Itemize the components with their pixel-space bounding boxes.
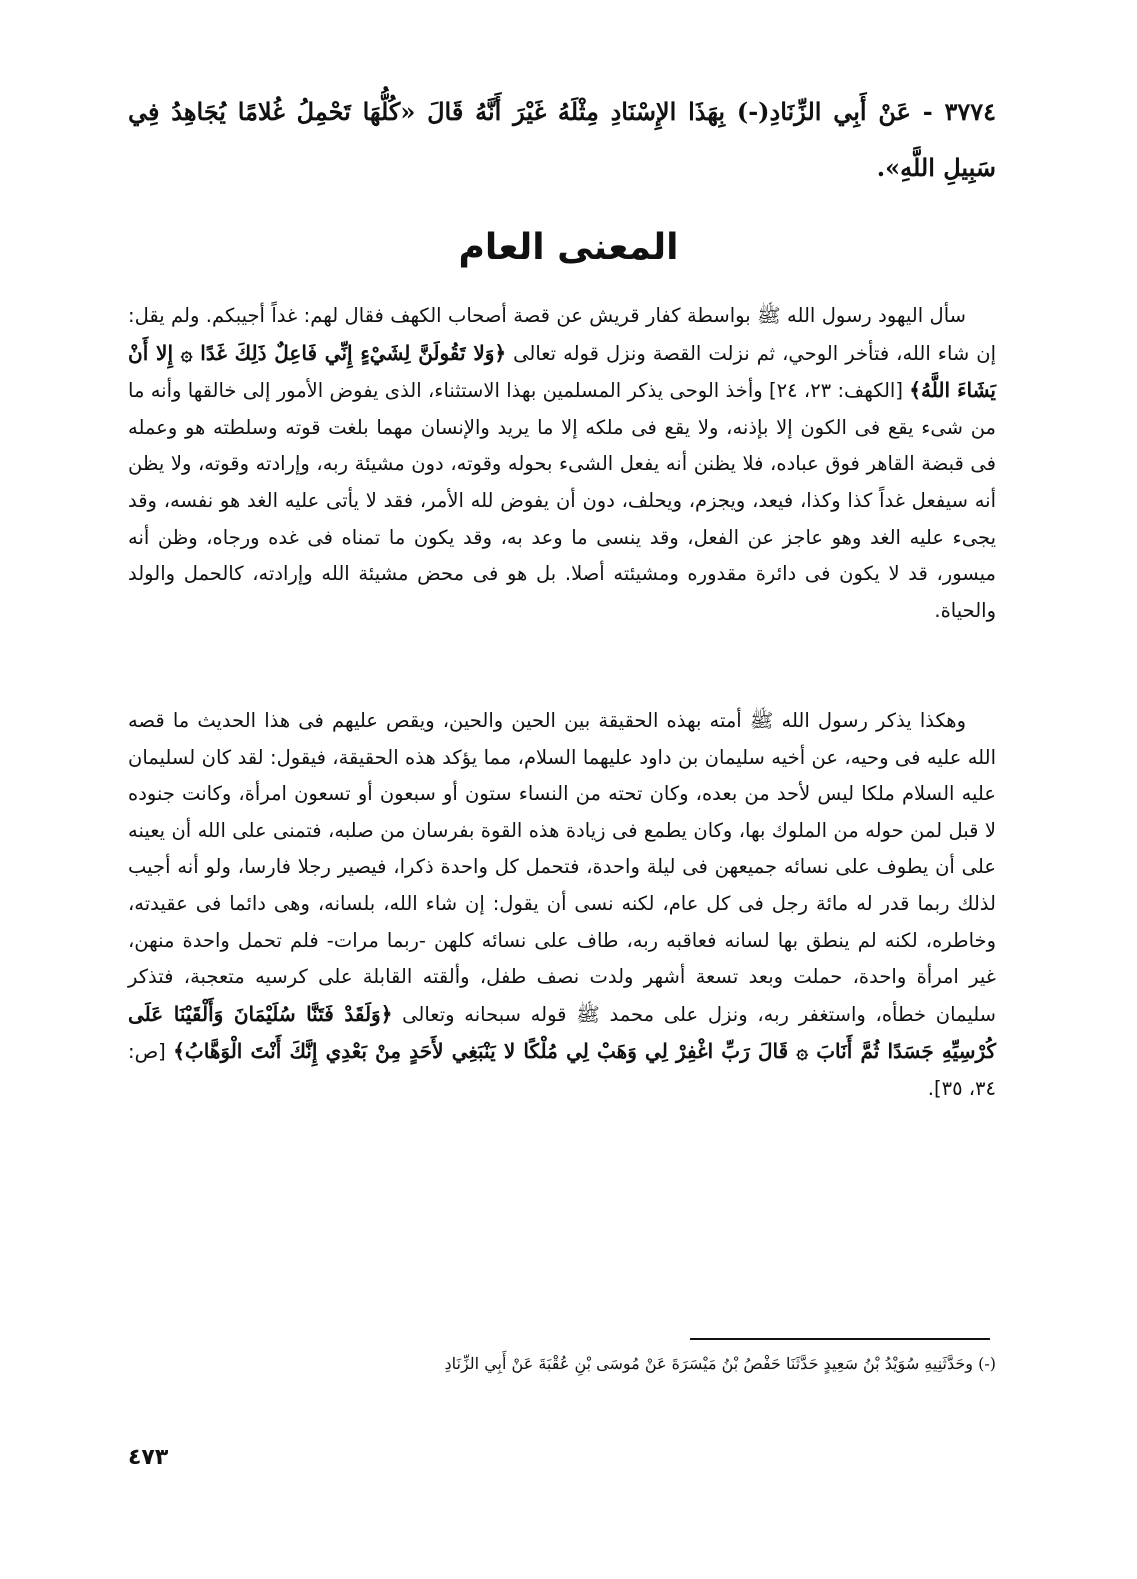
paragraph-1-text-b: [الكهف: ٢٣، ٢٤] وأخذ الوحى يذكر المسلمين بهذا الاستثناء، الذى يفوض الأمور إلى خالقها وأنه ما من شىء يقع فى الكون إلا بإذنه، ولا يقع فى ملكه إلا ما يريد والإنسان مهما بلغت قوته وسلطته هو وعمله فى قبضة القاهر فوق عباده، فلا يظنن أنه يفعل الشىء بحوله وقوته، دون مشيئة ربه، وإرادته وقوته، ولا يظن أنه سيفعل غداً كذا وكذا، فيعد، ويجزم، ويحلف، دون أن يفوض لله الأمر، فقد لا يأتى عليه الغد هو نفسه، وقد يجىء عليه الغد وهو عاجز عن الفعل، وقد ينسى ما وعد به، وقد يكون ما تمناه فى غده ورجاه، وظن أنه ميسور، قد لا يكون فى دائرة مقدوره ومشيئته أصلا. بل هو فى محض مشيئة الله وإرادته، كالحمل والولد والحياة. — [128, 379, 996, 622]
section-title: المعنى العام — [458, 227, 679, 268]
hadith-text — [128, 84, 996, 196]
paragraph-1 — [128, 298, 996, 629]
paragraph-1-text-a: سأل اليهود رسول الله ﷺ بواسطة كفار قريش عن قصة أصحاب الكهف فقال لهم: غداً أجيبكم. ولم يقل: إن شاء الله، فتأخر الوحي، ثم نزلت القصة ونزل قوله تعالى — [128, 304, 996, 365]
footnote-text: وحَدَّثَنِيهِ سُوَيْدُ بْنُ سَعِيدٍ حَدَّثَنَا حَفْصُ بْنُ مَيْسَرَةَ عَنْ مُوسَى بْنِ عُقْبَةَ عَنْ أَبِي الزِّنَادِ — [444, 1354, 974, 1373]
footnote-divider — [690, 1338, 990, 1340]
paragraph-2-text-b: [ص: ٣٤، ٣٥]. — [128, 1040, 996, 1100]
page-number: ٤٧٣ — [128, 1445, 169, 1470]
footnote — [340, 1350, 996, 1378]
paragraph-2-text-a: وهكذا يذكر رسول الله ﷺ أمته بهذه الحقيقة بين الحين والحين، ويقص عليهم فى هذا الحديث ما قصه الله عليه فى وحيه، عن أخيه سليمان بن داود عليهما السلام، مما يؤكد هذه الحقيقة، فيقول: لقد كان لسليمان عليه السلام ملكا ليس لأحد من بعده، وكان تحته من النساء ستون أو سبعون أو تسعون امرأة، وكانت جنوده لا قبل لمن حوله من الملوك بها، وكان يطمع فى زيادة هذه القوة بفرسان من صلبه، فتمنى على الله أن يعينه على أن يطوف على نسائه جميعهن فى ليلة واحدة، فتحمل كل واحدة ذكرا، فيصير رجلا فارسا، ولو أنه أجيب لذلك ربما قدر له مائة رجل فى كل عام، لكنه نسى أن يقول: إن شاء الله، بلسانه، وهى دائما فى عقيدته، وخاطره، لكنه لم ينطق بها لسانه فعاقبه ربه، طاف على نسائه كلهن -ربما مرات- فلم تحمل واحدة منهن، غير امرأة واحدة، حملت وبعد تسعة أشهر ولدت نصف طفل، وألقته القابلة على كرسيه متعجبة، فتذكر سليمان خطأه، واستغفر ربه، ونزل على محمد ﷺ قوله سبحانه وتعالى — [128, 709, 997, 1026]
hadith-number: ٣٧٧٤ — [944, 97, 996, 126]
quran-verse-sad: ﴿وَلَقَدْ فَتَنَّا سُلَيْمَانَ وَأَلْقَيْنَا عَلَى كُرْسِيِّهِ جَسَدًا ثُمَّ أَنَابَ ۞ قَالَ رَبِّ اغْفِرْ لِي وَهَبْ لِي مُلْكًا لا يَنْبَغِي لأَحَدٍ مِنْ بَعْدِي إِنَّكَ أَنْتَ الْوَهَّابُ﴾ — [128, 1001, 997, 1064]
hadith-body: - عَنْ أَبِي الزِّنَادِ(-) بِهَذَا الإِسْنَادِ مِثْلَهُ غَيْرَ أَنَّهُ قَالَ «كُلُّهَا تَحْمِلُ غُلامًا يُجَاهِدُ فِي سَبِيلِ اللَّهِ». — [128, 97, 996, 182]
footnote-marker: (-) — [978, 1354, 996, 1373]
quran-verse-kahf: ﴿وَلا تَقُولَنَّ لِشَيْءٍ إِنِّي فَاعِلٌ ذَلِكَ غَدًا ۞ إِلا أَنْ يَشَاءَ اللَّهُ﴾ — [128, 340, 996, 403]
paragraph-2 — [128, 703, 996, 1108]
